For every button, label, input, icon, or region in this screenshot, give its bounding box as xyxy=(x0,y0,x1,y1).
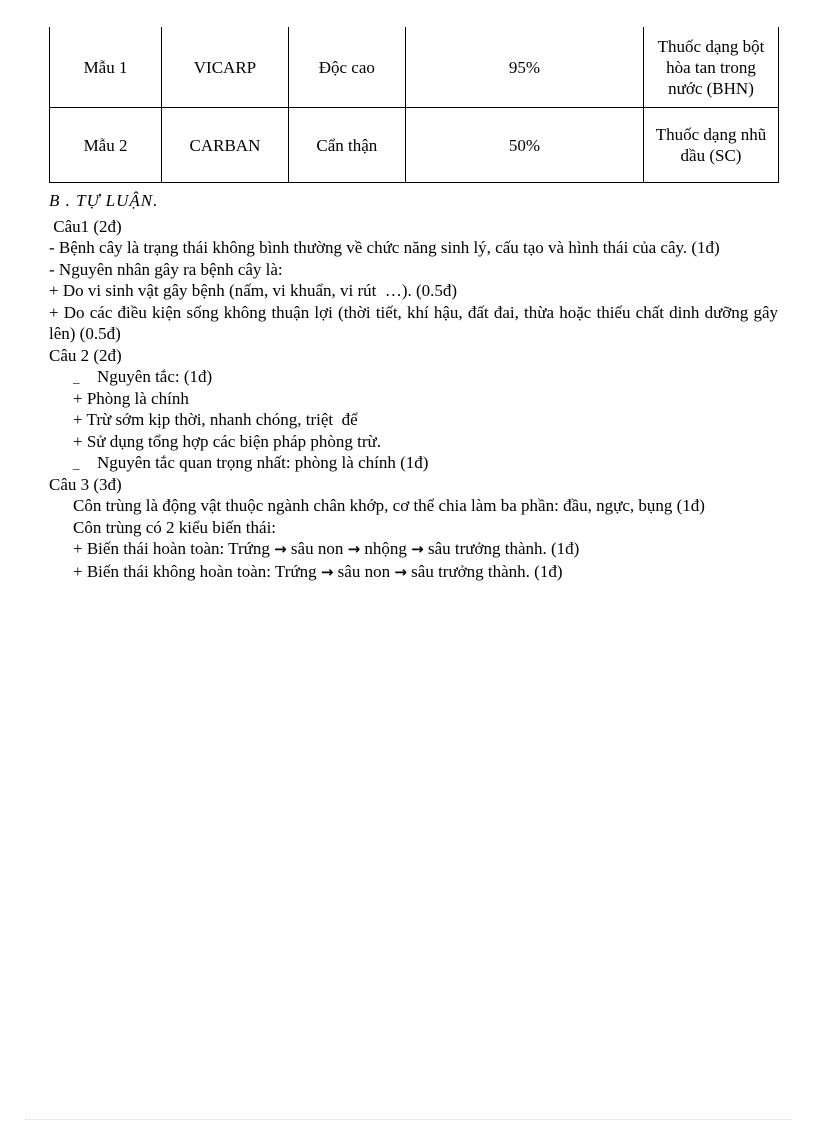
page-footer-divider xyxy=(25,1119,791,1120)
question-2-most-important xyxy=(49,452,778,474)
stage-text: sâu non xyxy=(333,561,395,581)
principle-text: Nguyên tắc: (1đ) xyxy=(97,367,213,386)
most-important-text: Nguyên tắc quan trọng nhất: phòng là chính (1đ) xyxy=(97,453,429,472)
arrow-icon: → xyxy=(347,540,361,558)
essay-section xyxy=(49,190,778,583)
dash-bullet: _ xyxy=(73,456,80,471)
stage-text: sâu trưởng thành. (1đ) xyxy=(423,539,580,558)
question-1-line: + Do vi sinh vật gây bệnh (nấm, vi khuẩn, vi rút …). (0.5đ) xyxy=(49,281,458,300)
pesticide-name-cell: CARBAN xyxy=(162,108,289,183)
question-3-types-intro: Côn trùng có 2 kiểu biến thái: xyxy=(73,517,277,537)
pesticide-sample-table xyxy=(49,27,779,183)
question-2-heading: Câu 2 (2đ) xyxy=(49,345,122,365)
pesticide-name-cell: VICARP xyxy=(162,27,289,108)
sample-cell: Mẫu 2 xyxy=(50,108,162,183)
question-3-heading: Câu 3 (3đ) xyxy=(49,474,122,494)
incomplete-metamorphosis-line xyxy=(49,561,778,584)
list-item: + Phòng là chính xyxy=(73,388,189,408)
question-1-heading: Câu1 (2đ) xyxy=(49,216,122,236)
arrow-icon: → xyxy=(320,562,334,581)
form-cell: Thuốc dạng nhũ dầu (SC) xyxy=(644,108,779,183)
question-1-line: - Bệnh cây là trạng thái không bình thường về chức năng sinh lý, cấu tạo và hình thái của cây. (1đ) xyxy=(49,238,720,257)
percent-cell: 50% xyxy=(405,108,643,183)
sample-cell: Mẫu 1 xyxy=(50,27,162,108)
question-1-line: + Do các điều kiện sống không thuận lợi (thời tiết, khí hậu, đất đai, thừa hoặc thiếu chất dinh dưỡng gây lên) (0.5đ) xyxy=(49,302,778,343)
arrow-icon: → xyxy=(274,540,287,558)
question-2-principle xyxy=(49,366,778,388)
toxicity-cell: Độc cao xyxy=(288,27,405,108)
section-title: B . TỰ LUẬN. xyxy=(49,191,159,210)
list-item: + Trừ sớm kịp thời, nhanh chóng, triệt để xyxy=(73,410,358,429)
dash-bullet: _ xyxy=(73,370,80,385)
percent-cell: 95% xyxy=(405,27,643,108)
stage-text: nhộng xyxy=(360,539,412,558)
question-1-line: - Nguyên nhân gây ra bệnh cây là: xyxy=(49,259,283,279)
stage-text: sâu trưởng thành. (1đ) xyxy=(406,561,563,581)
arrow-icon: → xyxy=(411,540,424,558)
metamorphosis-label: + Biến thái hoàn toàn: Trứng xyxy=(73,539,270,558)
metamorphosis-label: + Biến thái không hoàn toàn: Trứng xyxy=(73,561,317,581)
complete-metamorphosis-line xyxy=(49,538,778,561)
list-item: + Sử dụng tổng hợp các biện pháp phòng trừ. xyxy=(73,431,382,451)
form-cell: Thuốc dạng bột hòa tan trong nước (BHN) xyxy=(644,27,779,108)
arrow-icon: → xyxy=(394,562,407,581)
toxicity-cell: Cẩn thận xyxy=(288,108,405,183)
stage-text: sâu non xyxy=(286,539,348,558)
question-3-definition: Côn trùng là động vật thuộc ngành chân khớp, cơ thể chia làm ba phần: đầu, ngực, bụng (1đ) xyxy=(73,496,705,515)
table-row xyxy=(50,108,779,183)
table-row xyxy=(50,27,779,108)
